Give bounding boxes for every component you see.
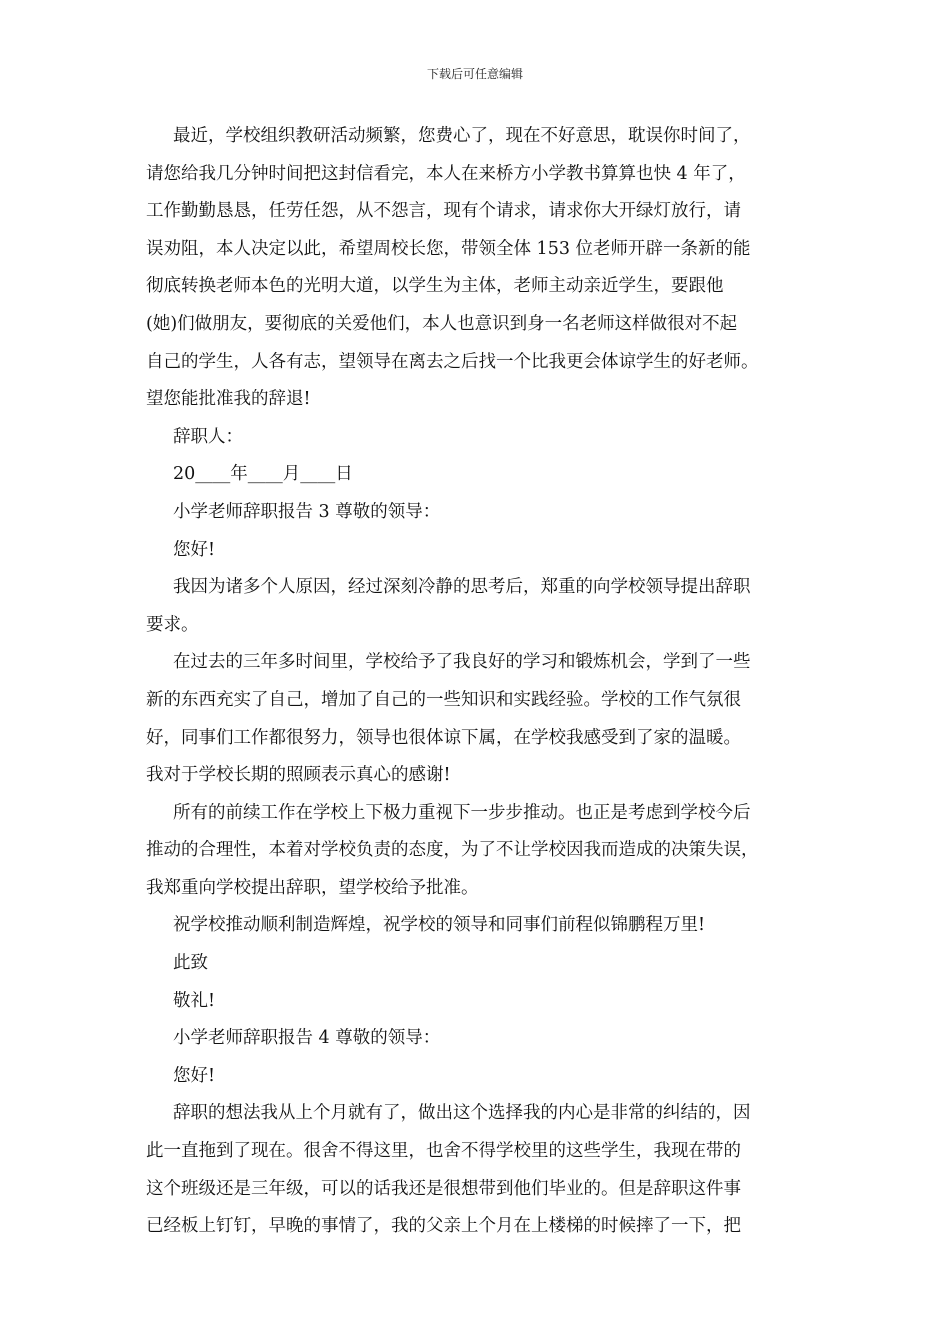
text-line: 好，同事们工作都很努力，领导也很体谅下属，在学校我感受到了家的温暖。	[146, 727, 741, 748]
text-line: 望您能批准我的辞退!	[146, 389, 311, 410]
document-body	[146, 118, 818, 1246]
text-line: 在过去的三年多时间里，学校给予了我良好的学习和锻炼机会，学到了一些	[173, 652, 751, 673]
text-line: 请您给我几分钟时间把这封信看完，本人在来桥方小学教书算算也快 4 年了，	[146, 163, 746, 184]
page-header: 下载后可任意编辑	[426, 67, 523, 81]
text-line: 已经板上钉钉，早晚的事情了，我的父亲上个月在上楼梯的时候摔了一下，把	[146, 1216, 741, 1237]
text-line: 此致	[173, 953, 208, 974]
text-line: 小学老师辞职报告 4 尊敬的领导：	[173, 1028, 441, 1049]
text-line: 误劝阻，本人决定以此，希望周校长您，带领全体 153 位老师开辟一条新的能	[146, 238, 751, 259]
text-line: 推动的合理性，本着对学校负责的态度，为了不让学校因我而造成的决策失误，	[146, 840, 759, 861]
text-line: 自己的学生，人各有志，望领导在离去之后找一个比我更会体谅学生的好老师。	[146, 351, 759, 372]
text-line: 您好!	[173, 1065, 216, 1086]
text-line: 祝学校推动顺利制造辉煌，祝学校的领导和同事们前程似锦鹏程万里!	[173, 915, 706, 936]
text-line: 新的东西充实了自己，增加了自己的一些知识和实践经验。学校的工作气氛很	[146, 689, 741, 710]
text-line: 我因为诸多个人原因，经过深刻冷静的思考后，郑重的向学校领导提出辞职	[173, 577, 751, 598]
text-line: 辞职人：	[173, 426, 243, 447]
text-line: 我对于学校长期的照顾表示真心的感谢!	[146, 765, 451, 786]
text-line: (她)们做朋友，要彻底的关爱他们，本人也意识到身一名老师这样做很对不起	[146, 313, 738, 334]
text-line: 要求。	[146, 614, 199, 635]
text-line: 辞职的想法我从上个月就有了，做出这个选择我的内心是非常的纠结的，因	[173, 1103, 751, 1124]
text-line: 工作勤勤恳恳，任劳任怨，从不怨言，现有个请求，请求你大开绿灯放行，请	[146, 201, 741, 222]
text-line: 所有的前续工作在学校上下极力重视下一步步推动。也正是考虑到学校今后	[173, 802, 751, 823]
text-line: 我郑重向学校提出辞职，望学校给予批准。	[146, 877, 479, 898]
text-line: 小学老师辞职报告 3 尊敬的领导：	[173, 501, 441, 522]
text-line: 这个班级还是三年级，可以的话我还是很想带到他们毕业的。但是辞职这件事	[146, 1178, 741, 1199]
text-line: 最近，学校组织教研活动频繁，您费心了，现在不好意思，耽误你时间了，	[173, 126, 751, 146]
text-line: 此一直拖到了现在。很舍不得这里，也舍不得学校里的这些学生，我现在带的	[146, 1141, 741, 1162]
text-line: 您好!	[173, 539, 216, 560]
text-line: 彻底转换老师本色的光明大道，以学生为主体，老师主动亲近学生，要跟他	[146, 276, 724, 297]
text-line: 20____年____月____日	[173, 464, 353, 485]
text-line: 敬礼!	[173, 990, 216, 1011]
